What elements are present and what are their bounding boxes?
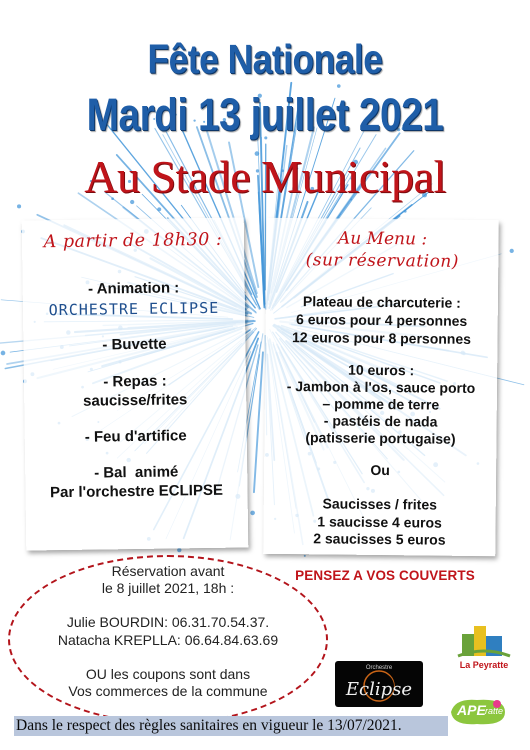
- program-item-repas: - Repas :: [103, 372, 167, 391]
- title-date: Mardi 13 juillet 2021: [86, 89, 444, 140]
- menu-note: [263, 218, 499, 556]
- location-title: Au Stade Municipal: [84, 151, 446, 202]
- menu-line: 1 saucisse 4 euros: [317, 513, 442, 531]
- reservation-line: Réservation avant: [111, 563, 225, 579]
- eclipse-name: Eclipse: [345, 679, 413, 700]
- menu-line: 10 euros :: [348, 361, 415, 379]
- menu-line: – pomme de terre: [322, 395, 440, 413]
- reservation-contact: Natacha KREPLLA: 06.64.84.63.69: [57, 632, 279, 648]
- program-item-orchestra: ORCHESTRE ECLIPSE: [48, 298, 220, 320]
- menu-line: (patisserie portugaise): [305, 429, 456, 447]
- firework-dot: [177, 548, 181, 552]
- firework-dot: [250, 511, 255, 516]
- menu-line: 6 euros pour 4 personnes: [296, 311, 468, 329]
- eclipse-logo: [335, 661, 423, 707]
- la-peyratte-label: La Peyratte: [459, 660, 509, 670]
- reservation-line: le 8 juillet 2021, 18h :: [101, 580, 235, 596]
- reservation-line: Vos commerces de la commune: [68, 683, 268, 699]
- program-item-bal: - Bal animé: [94, 463, 179, 482]
- reservation-line: OU les coupons sont dans: [85, 666, 251, 682]
- program-heading: A partir de 18h30 :: [43, 229, 223, 253]
- program-note: [22, 217, 249, 550]
- reservation-contact: Julie BOURDIN: 06.31.70.54.37.: [66, 614, 270, 630]
- menu-line: Saucisses / frites: [322, 495, 438, 513]
- footer-notice: Dans le respect des règles sanitaires en vigueur le 13/07/2021.: [14, 716, 448, 736]
- menu-heading: Au Menu :: [337, 228, 428, 250]
- village-emblem-icon: [452, 622, 516, 662]
- firework-dot: [157, 207, 161, 211]
- la-peyratte-logo: [452, 622, 516, 674]
- ape-logo: [447, 696, 509, 728]
- ape-label: APE: [457, 702, 486, 718]
- firework-dot: [337, 84, 341, 88]
- menu-subheading: (sur réservation): [305, 250, 460, 272]
- menu-line: - pastéis de nada: [323, 412, 438, 430]
- program-item-animation: - Animation :: [87, 279, 180, 298]
- menu-line: - Jambon à l'os, sauce porto: [286, 378, 476, 396]
- title-fete-nationale: Fête Nationale: [147, 36, 383, 82]
- menu-line: 2 saucisses 5 euros: [313, 530, 446, 548]
- firework-dot: [17, 204, 21, 208]
- couverts-notice: PENSEZ A VOS COUVERTS: [295, 568, 475, 583]
- menu-line: 12 euros pour 8 personnes: [291, 329, 472, 347]
- program-item-buvette: - Buvette: [102, 335, 167, 354]
- program-item-repas-detail: saucisse/frites: [82, 391, 188, 410]
- ape-sub-label: ratte: [485, 706, 504, 716]
- menu-line: Plateau de charcuterie :: [302, 293, 461, 311]
- firework-dot: [1, 351, 6, 356]
- firework-dot: [304, 555, 306, 557]
- firework-dot: [510, 249, 514, 253]
- program-item-feu: - Feu d'artifice: [84, 427, 187, 446]
- program-item-bal-detail: Par l'orchestre ECLIPSE: [49, 481, 224, 502]
- menu-line: Ou: [370, 461, 390, 479]
- eclipse-small-label: Orchestre: [365, 665, 393, 671]
